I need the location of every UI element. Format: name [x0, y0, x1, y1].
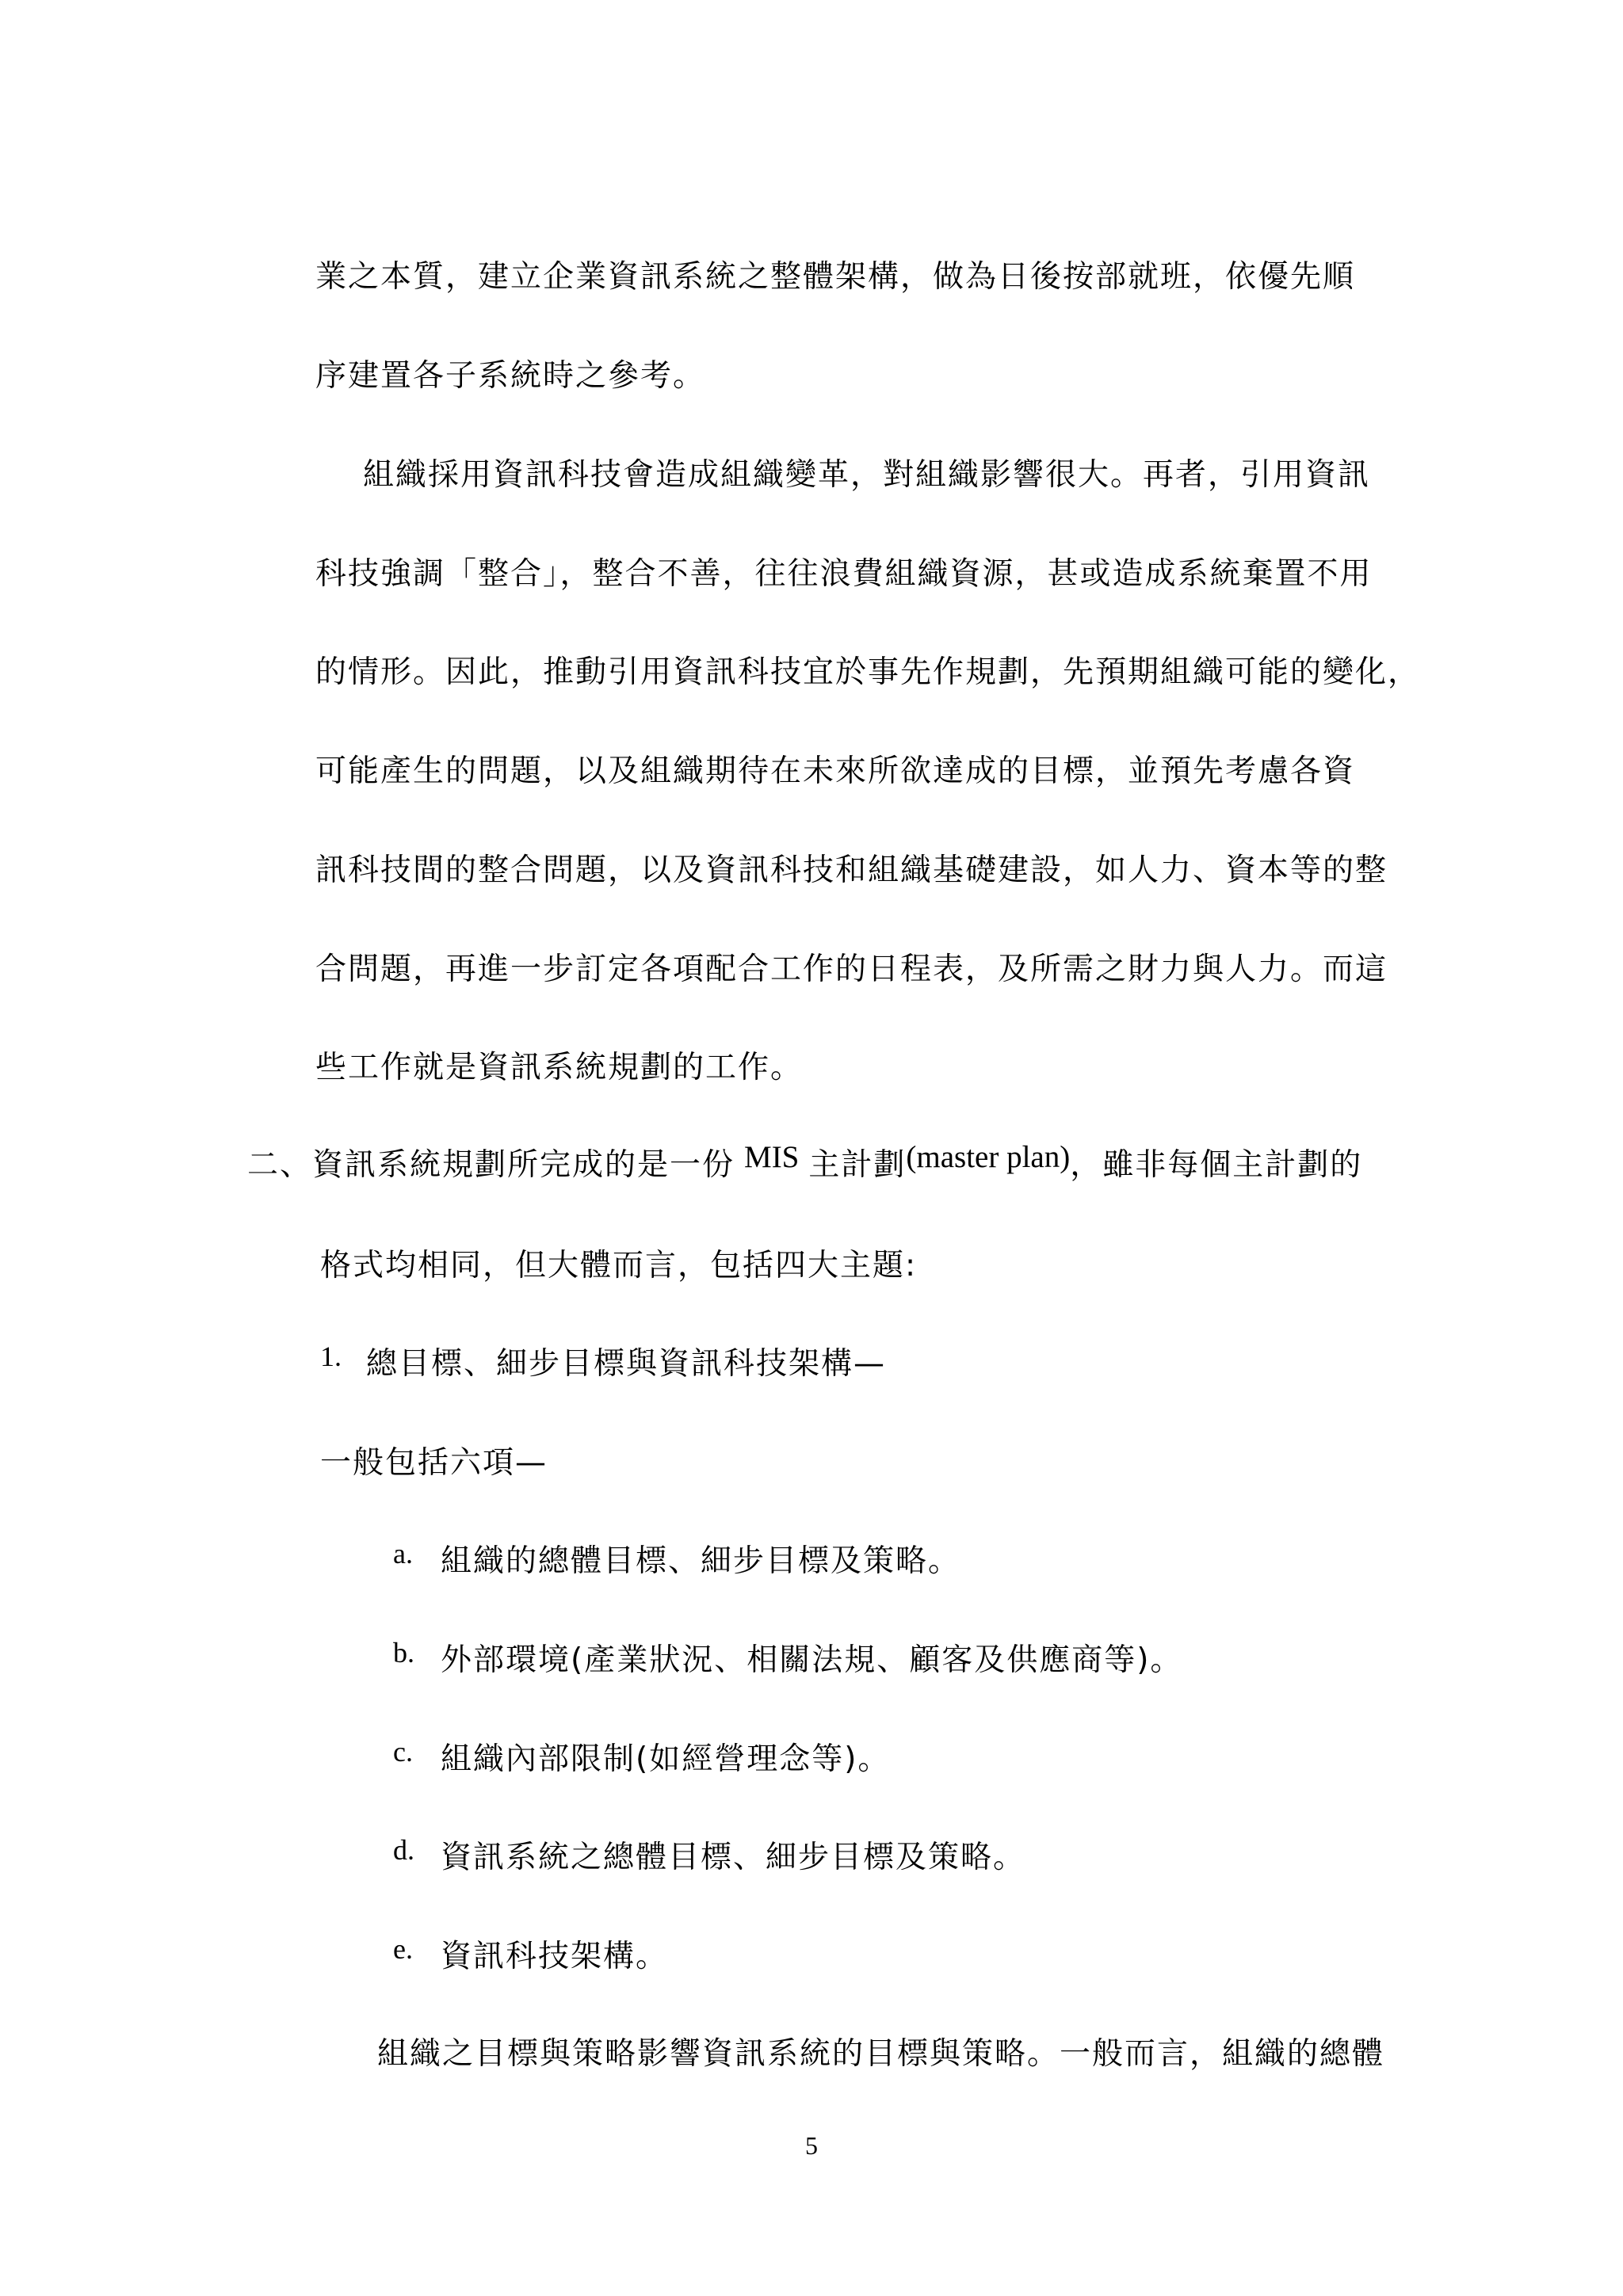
paragraph-line: 組織之目標與策略影響資訊系統的目標與策略。一般而言，組織的總體: [377, 2036, 1385, 2072]
paragraph-line: 一般包括六項—: [320, 1445, 548, 1481]
section-line: 格式均相同，但大體而言，包括四大主題:: [320, 1248, 918, 1283]
paragraph-line: 業之本質，建立企業資訊系統之整體架構，做為日後按部就班，依優先順: [315, 259, 1356, 295]
sublist-item: 資訊系統之總體目標、細步目標及策略。: [441, 1840, 1026, 1875]
sublist-marker: d.: [393, 1834, 414, 1866]
section-suffix: ，雖非每個主計劃的: [1070, 1147, 1363, 1183]
section-heading: [247, 1140, 1363, 1186]
paragraph-line: 的情形。因此，推動引用資訊科技宜於事先作規劃，先預期組織可能的變化，: [315, 654, 1421, 690]
paragraph-line: 訊科技間的整合問題，以及資訊科技和組織基礎建設，如人力、資本等的整: [315, 852, 1388, 888]
master-plan-label: (master plan): [906, 1140, 1071, 1174]
sublist-marker: b.: [393, 1637, 414, 1669]
section-prefix: 二、資訊系統規劃所完成的是一份: [247, 1147, 735, 1183]
page-number: 5: [805, 2131, 818, 2160]
sublist-item: 資訊科技架構。: [441, 1939, 669, 1974]
paragraph-line: 合問題，再進一步訂定各項配合工作的日程表，及所需之財力與人力。而這: [315, 952, 1388, 987]
sublist-item: 組織的總體目標、細步目標及策略。: [441, 1543, 961, 1579]
sublist-item: 外部環境(產業狀況、相關法規、顧客及供應商等)。: [441, 1642, 1183, 1678]
paragraph-line: 些工作就是資訊系統規劃的工作。: [315, 1050, 804, 1085]
sublist-marker: c.: [393, 1736, 413, 1768]
sublist-marker: a.: [393, 1538, 413, 1569]
mis-label: MIS: [744, 1140, 800, 1174]
list-item: 總目標、細步目標與資訊科技架構—: [366, 1346, 887, 1382]
plan-label: 主計劃: [808, 1147, 907, 1183]
paragraph-line: 可能產生的問題，以及組織期待在未來所欲達成的目標，並預先考慮各資: [315, 753, 1356, 789]
paragraph-line: 組織採用資訊科技會造成組織變革，對組織影響很大。再者，引用資訊: [363, 457, 1371, 493]
paragraph-line: 序建置各子系統時之參考。: [315, 358, 706, 394]
paragraph-line: 科技強調「整合」，整合不善，往往浪費組織資源，甚或造成系統棄置不用: [315, 556, 1373, 592]
sublist-marker: e.: [393, 1933, 413, 1965]
list-marker: 1.: [320, 1341, 342, 1372]
sublist-item: 組織內部限制(如經營理念等)。: [441, 1741, 891, 1777]
